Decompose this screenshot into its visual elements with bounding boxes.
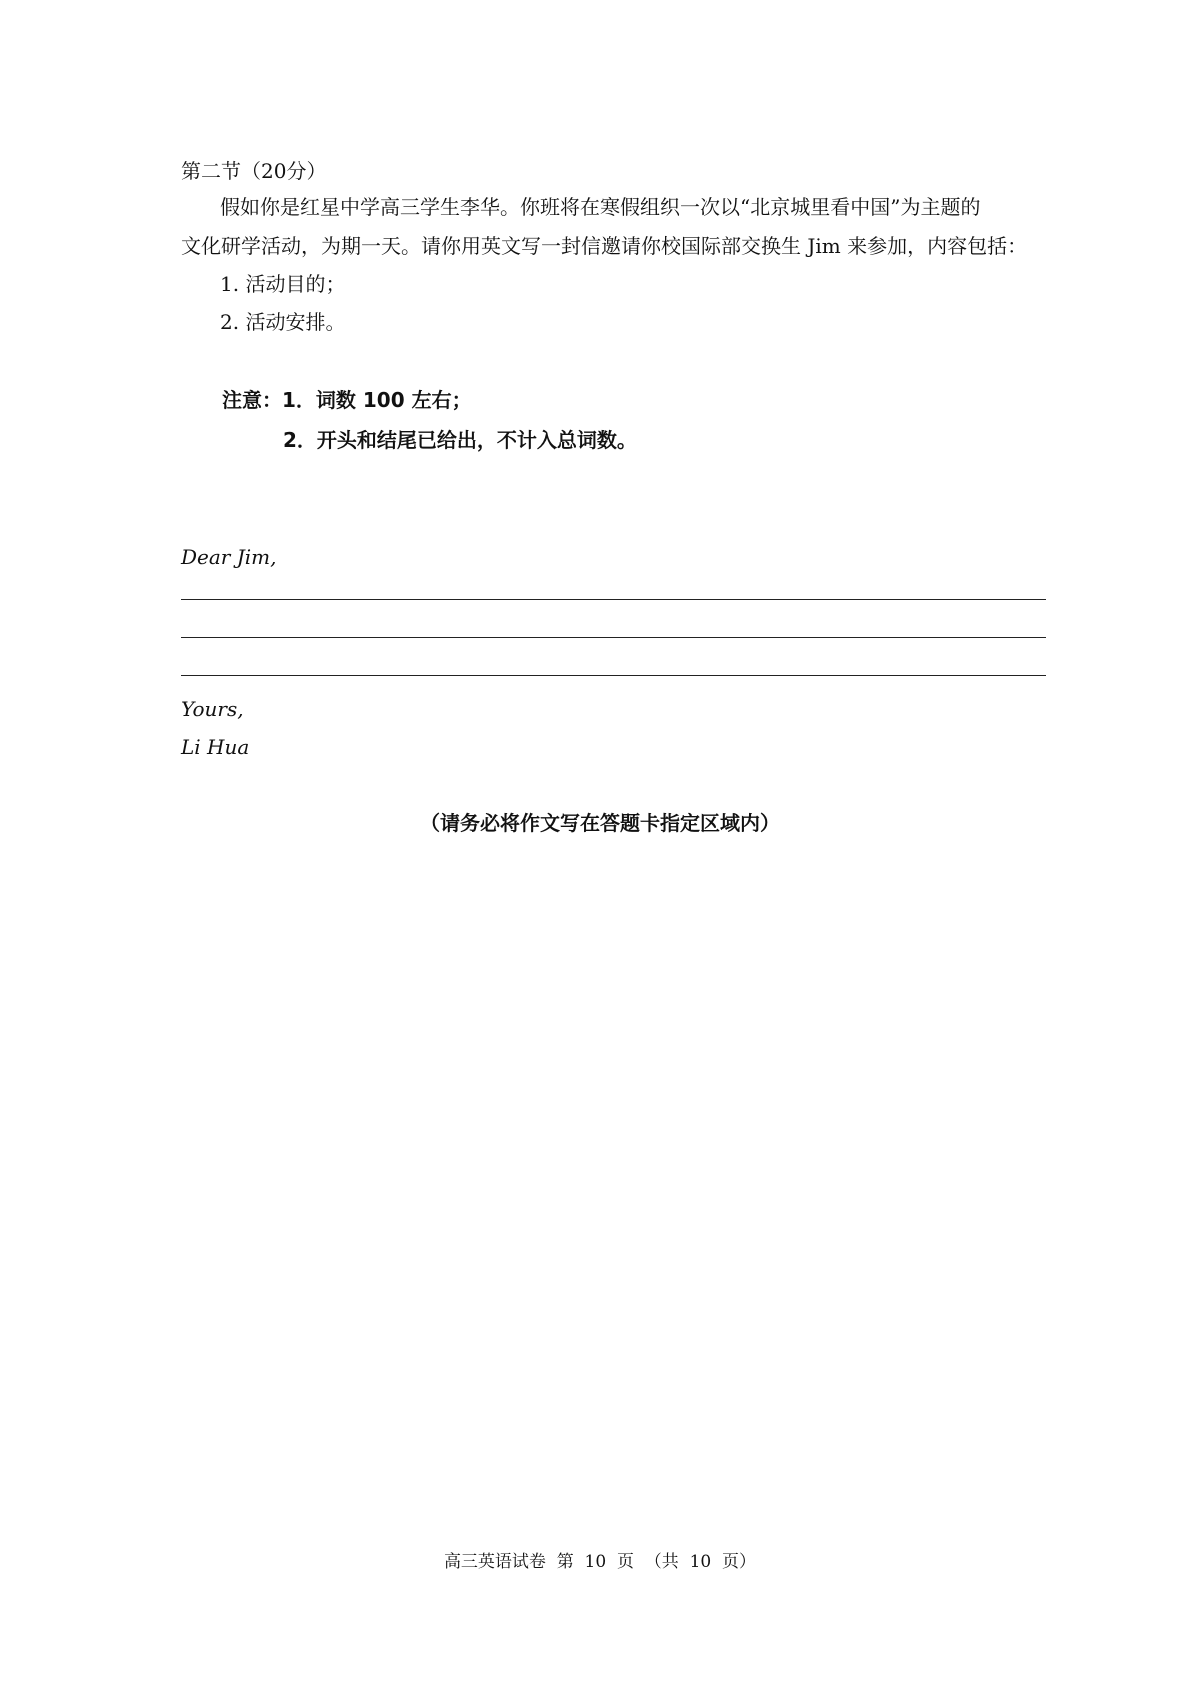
- letter-signature: Li Hua: [181, 735, 250, 759]
- letter-closing: Yours,: [181, 697, 244, 721]
- writing-line: [181, 675, 1046, 676]
- requirement-item: 2. 活动安排。: [220, 310, 346, 334]
- section-title: 第二节（20分）: [181, 159, 327, 183]
- writing-line: [181, 637, 1046, 638]
- note-line-2: 2．开头和结尾已给出，不计入总词数。: [283, 428, 637, 452]
- letter-salutation: Dear Jim,: [181, 545, 277, 569]
- page-footer: 高三英语试卷 第 10 页 （共 10 页）: [443, 1552, 757, 1572]
- writing-line: [181, 599, 1046, 600]
- answer-card-reminder: （请务必将作文写在答题卡指定区域内）: [420, 811, 780, 835]
- prompt-line-1: 假如你是红星中学高三学生李华。你班将在寒假组织一次以“北京城里看中国”为主题的: [220, 195, 981, 219]
- prompt-line-2: 文化研学活动，为期一天。请你用英文写一封信邀请你校国际部交换生 Jim 来参加，内容包括：: [181, 234, 1028, 258]
- note-line-1: 注意：1．词数 100 左右；: [222, 388, 472, 412]
- requirement-item: 1. 活动目的；: [220, 272, 346, 296]
